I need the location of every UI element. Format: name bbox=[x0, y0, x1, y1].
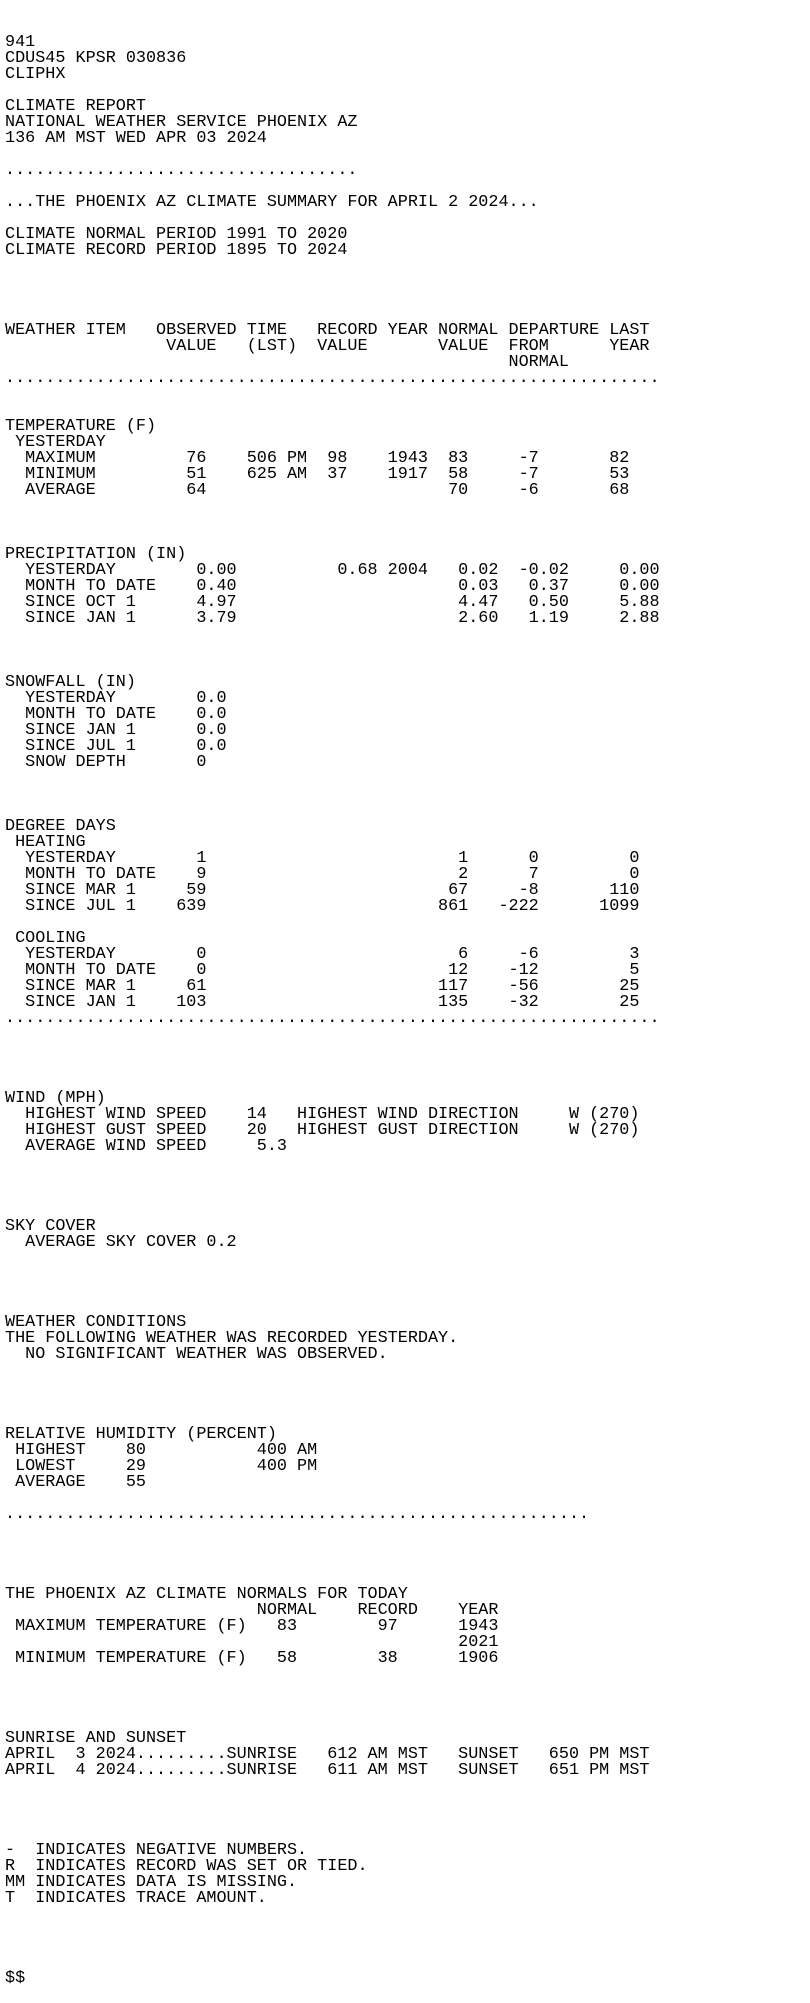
report-line: NO SIGNIFICANT WEATHER WAS OBSERVED. bbox=[5, 1345, 388, 1364]
report-line: CDUS45 KPSR 030836 bbox=[5, 49, 187, 68]
temperature-section bbox=[5, 419, 805, 515]
report-line bbox=[5, 1027, 805, 1043]
report-line: RELATIVE HUMIDITY (PERCENT) bbox=[5, 1425, 277, 1444]
sky-cover-section bbox=[5, 1219, 805, 1283]
report-line bbox=[5, 1043, 805, 1059]
report-line: MAXIMUM 76 506 PM 98 1943 83 -7 82 bbox=[5, 449, 630, 468]
report-line: 941 bbox=[5, 33, 36, 52]
report-line bbox=[5, 1379, 805, 1395]
report-line: 2021 bbox=[5, 1633, 499, 1652]
report-line: MM INDICATES DATA IS MISSING. bbox=[5, 1873, 298, 1892]
report-line: ................................... bbox=[5, 161, 358, 180]
report-line: YESTERDAY 0.00 0.68 2004 0.02 -0.02 0.00 bbox=[5, 561, 660, 580]
degree-days-section bbox=[5, 819, 805, 1059]
report-line: YESTERDAY 0 6 -6 3 bbox=[5, 945, 640, 964]
report-header bbox=[5, 35, 805, 291]
report-line: COOLING bbox=[5, 929, 86, 948]
report-line bbox=[5, 1267, 805, 1283]
report-line: SINCE MAR 1 61 117 -56 25 bbox=[5, 977, 640, 996]
report-line: .......................................................... bbox=[5, 1505, 590, 1524]
report-line: WIND (MPH) bbox=[5, 1089, 106, 1108]
weather-conditions-section bbox=[5, 1315, 805, 1395]
report-line: SINCE JUL 1 639 861 -222 1099 bbox=[5, 897, 640, 916]
report-line bbox=[5, 1251, 805, 1267]
report-line: AVERAGE 64 70 -6 68 bbox=[5, 481, 630, 500]
report-line: CLIPHX bbox=[5, 65, 66, 84]
report-line: YESTERDAY bbox=[5, 433, 106, 452]
observations-table-header bbox=[5, 323, 805, 387]
report-line bbox=[5, 1779, 805, 1795]
report-line: THE FOLLOWING WEATHER WAS RECORDED YESTERDAY. bbox=[5, 1329, 459, 1348]
report-line: SUNRISE AND SUNSET bbox=[5, 1729, 187, 1748]
report-line bbox=[5, 499, 805, 515]
report-line: SNOWFALL (IN) bbox=[5, 673, 136, 692]
report-line: WEATHER CONDITIONS bbox=[5, 1313, 187, 1332]
report-line: ...THE PHOENIX AZ CLIMATE SUMMARY FOR APRIL 2 2024... bbox=[5, 193, 539, 212]
report-line: CLIMATE RECORD PERIOD 1895 TO 2024 bbox=[5, 241, 348, 260]
report-line: HIGHEST WIND SPEED 14 HIGHEST WIND DIRECTION W (270) bbox=[5, 1105, 640, 1124]
report-line: SINCE JUL 1 0.0 bbox=[5, 737, 227, 756]
report-line: YESTERDAY 0.0 bbox=[5, 689, 227, 708]
report-line: APRIL 4 2024.........SUNRISE 611 AM MST SUNSET 651 PM MST bbox=[5, 1761, 650, 1780]
sunrise-sunset-section bbox=[5, 1731, 805, 1811]
report-line: MINIMUM TEMPERATURE (F) 58 38 1906 bbox=[5, 1649, 499, 1668]
report-line: $$ bbox=[5, 1969, 26, 1988]
report-line: HEATING bbox=[5, 833, 86, 852]
wind-section bbox=[5, 1091, 805, 1187]
legend-section bbox=[5, 1843, 805, 1987]
report-line: TEMPERATURE (F) bbox=[5, 417, 157, 436]
report-line: AVERAGE SKY COVER 0.2 bbox=[5, 1233, 237, 1252]
report-line: YESTERDAY 1 1 0 0 bbox=[5, 849, 640, 868]
report-line: 136 AM MST WED APR 03 2024 bbox=[5, 129, 267, 148]
report-line bbox=[5, 1907, 805, 1923]
report-line: T INDICATES TRACE AMOUNT. bbox=[5, 1889, 267, 1908]
report-line: MINIMUM 51 625 AM 37 1917 58 -7 53 bbox=[5, 465, 630, 484]
climate-normals-section bbox=[5, 1587, 805, 1699]
report-line: R INDICATES RECORD WAS SET OR TIED. bbox=[5, 1857, 368, 1876]
report-line: THE PHOENIX AZ CLIMATE NORMALS FOR TODAY bbox=[5, 1585, 408, 1604]
report-line: CLIMATE REPORT bbox=[5, 97, 146, 116]
report-line bbox=[5, 1955, 805, 1971]
report-line: NORMAL RECORD YEAR bbox=[5, 1601, 499, 1620]
report-line: SINCE JAN 1 3.79 2.60 1.19 2.88 bbox=[5, 609, 660, 628]
report-line: NATIONAL WEATHER SERVICE PHOENIX AZ bbox=[5, 113, 358, 132]
report-line bbox=[5, 275, 805, 291]
report-line: PRECIPITATION (IN) bbox=[5, 545, 187, 564]
report-line: AVERAGE 55 bbox=[5, 1473, 146, 1492]
report-line bbox=[5, 771, 805, 787]
report-line: HIGHEST 80 400 AM bbox=[5, 1441, 318, 1460]
report-line: AVERAGE WIND SPEED 5.3 bbox=[5, 1137, 287, 1156]
report-line: MONTH TO DATE 0.40 0.03 0.37 0.00 bbox=[5, 577, 660, 596]
report-line: MONTH TO DATE 9 2 7 0 bbox=[5, 865, 640, 884]
report-line: MONTH TO DATE 0 12 -12 5 bbox=[5, 961, 640, 980]
report-line: SINCE JAN 1 103 135 -32 25 bbox=[5, 993, 640, 1012]
report-line: MAXIMUM TEMPERATURE (F) 83 97 1943 bbox=[5, 1617, 499, 1636]
report-line bbox=[5, 1795, 805, 1811]
report-line bbox=[5, 1667, 805, 1683]
report-line: SINCE JAN 1 0.0 bbox=[5, 721, 227, 740]
report-line: WEATHER ITEM OBSERVED TIME RECORD YEAR NORMAL DEPARTURE LAST bbox=[5, 321, 650, 340]
report-line: SKY COVER bbox=[5, 1217, 96, 1236]
report-line bbox=[5, 1683, 805, 1699]
report-line: NORMAL bbox=[5, 353, 569, 372]
report-line bbox=[5, 1923, 805, 1939]
report-line bbox=[5, 915, 805, 931]
report-line bbox=[5, 1523, 805, 1539]
precipitation-section bbox=[5, 547, 805, 643]
report-line bbox=[5, 627, 805, 643]
report-line bbox=[5, 1939, 805, 1955]
snowfall-section bbox=[5, 675, 805, 787]
relative-humidity-section bbox=[5, 1427, 805, 1555]
report-line: HIGHEST GUST SPEED 20 HIGHEST GUST DIRECTION W (270) bbox=[5, 1121, 640, 1140]
report-line: SINCE OCT 1 4.97 4.47 0.50 5.88 bbox=[5, 593, 660, 612]
report-line bbox=[5, 1155, 805, 1171]
report-line: VALUE (LST) VALUE VALUE FROM YEAR bbox=[5, 337, 650, 356]
report-line: SINCE MAR 1 59 67 -8 110 bbox=[5, 881, 640, 900]
report-line: SNOW DEPTH 0 bbox=[5, 753, 207, 772]
report-line: APRIL 3 2024.........SUNRISE 612 AM MST SUNSET 650 PM MST bbox=[5, 1745, 650, 1764]
report-line bbox=[5, 1363, 805, 1379]
report-line: ................................................................. bbox=[5, 369, 660, 388]
report-line: ................................................................. bbox=[5, 1009, 660, 1028]
report-line: - INDICATES NEGATIVE NUMBERS. bbox=[5, 1841, 308, 1860]
report-line bbox=[5, 259, 805, 275]
report-line: MONTH TO DATE 0.0 bbox=[5, 705, 227, 724]
climate-report-text bbox=[5, 3, 805, 2003]
report-line: LOWEST 29 400 PM bbox=[5, 1457, 318, 1476]
report-line bbox=[5, 1539, 805, 1555]
report-line: CLIMATE NORMAL PERIOD 1991 TO 2020 bbox=[5, 225, 348, 244]
report-line bbox=[5, 1171, 805, 1187]
report-line: DEGREE DAYS bbox=[5, 817, 116, 836]
